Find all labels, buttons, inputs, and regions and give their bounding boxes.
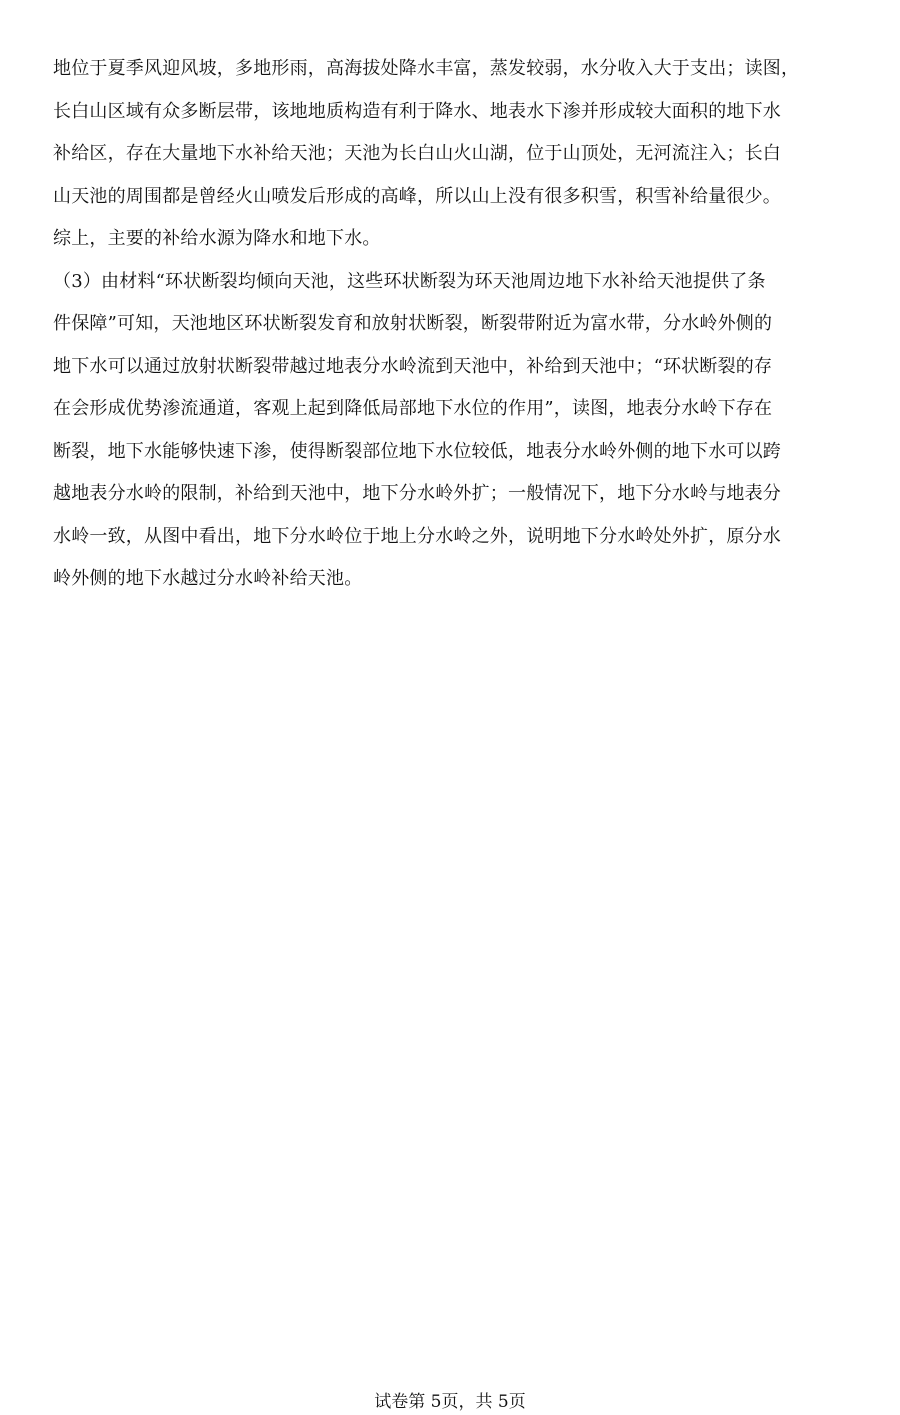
text-line: 水岭一致，从图中看出，地下分水岭位于地上分水岭之外，说明地下分水岭处外扩，原分水 [53,525,781,547]
text-line: 越地表分水岭的限制，补给到天池中，地下分水岭外扩；一般情况下，地下分水岭与地表分 [53,483,781,504]
text-line: 长白山区域有众多断层带，该地地质构造有利于降水、地表水下渗并形成较大面积的地下水 [53,100,781,122]
paragraph-2-answer-3 [53,261,813,601]
text-line: 断裂，地下水能够快速下渗，使得断裂部位地下水位较低，地表分水岭外侧的地下水可以跨 [53,440,781,462]
text-line: 补给区，存在大量地下水补给天池；天池为长白山火山湖，位于山顶处，无河流注入；长白 [53,143,781,164]
text-line: 在会形成优势渗流通道，客观上起到降低局部地下水位的作用”，读图，地表分水岭下存在 [53,398,773,419]
paragraph-1 [53,48,813,261]
document-body [53,48,813,601]
text-line: 山天池的周围都是曾经火山喷发后形成的高峰，所以山上没有很多积雪，积雪补给量很少。 [53,185,781,207]
text-line: 地位于夏季风迎风坡，多地形雨，高海拔处降水丰富，蒸发较弱，水分收入大于支出；读图， [53,58,800,79]
text-line: 岭外侧的地下水越过分水岭补给天池。 [53,568,363,589]
text-line: 综上，主要的补给水源为降水和地下水。 [53,228,381,249]
text-line: （3）由材料“环状断裂均倾向天池，这些环状断裂为环天池周边地下水补给天池提供了条 [53,270,766,292]
text-line: 地下水可以通过放射状断裂带越过地表分水岭流到天池中，补给到天池中；“环状断裂的存 [53,355,773,377]
text-line: 件保障”可知，天池地区环状断裂发育和放射状断裂，断裂带附近为富水带，分水岭外侧的 [53,313,773,334]
page-footer: 试卷第 5页，共 5页 [374,1392,526,1412]
